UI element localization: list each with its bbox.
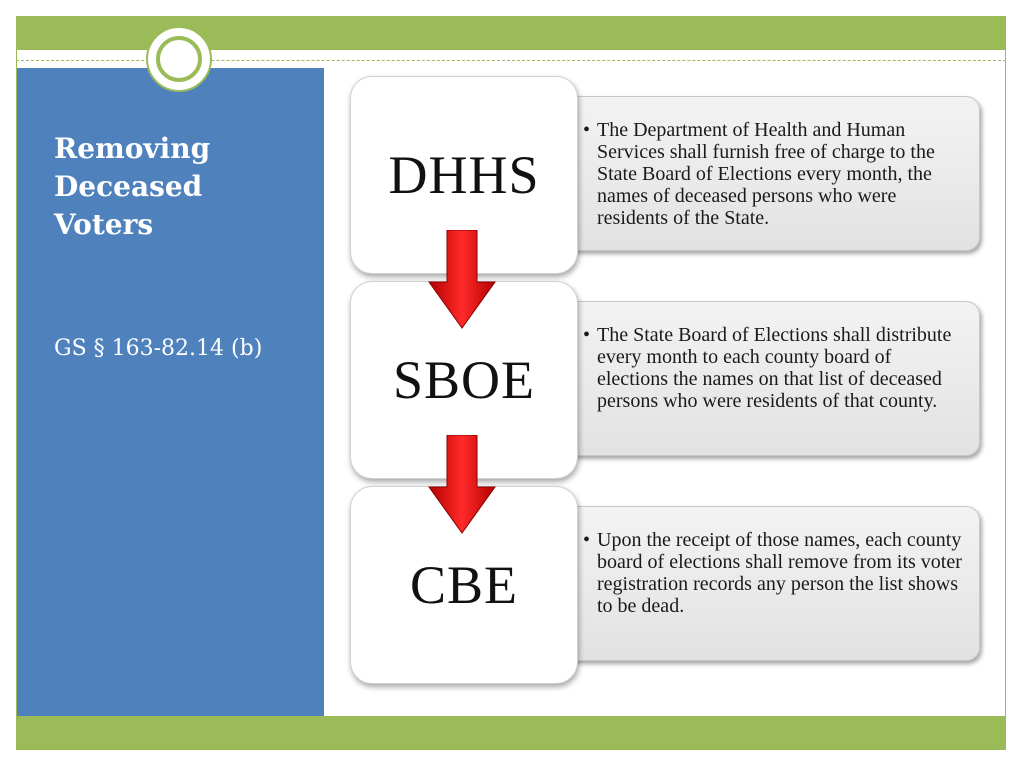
bullet-icon: • (583, 119, 591, 141)
down-arrow-icon (427, 435, 497, 535)
description-text-dhhs: The Department of Health and Human Services shall furnish free of charge to the State Board of Elections every month, the names of deceased persons who were residents of the State. (597, 119, 935, 229)
slide-title: Removing Deceased Voters (54, 132, 211, 241)
step-label-dhhs: DHHS (388, 145, 540, 205)
description-text-cbe: Upon the receipt of those names, each county board of elections shall remove from its voter registration records any person the list shows to be dead. (597, 529, 962, 617)
description-box-cbe (560, 506, 980, 661)
bullet-icon: • (583, 529, 591, 551)
description-text-sboe: The State Board of Elections shall distribute every month to each county board of elections the names on that list of deceased persons who were residents of that county. (597, 324, 952, 412)
description-box-dhhs (560, 96, 980, 251)
description-box-sboe (560, 301, 980, 456)
down-arrow-icon (427, 230, 497, 330)
step-label-cbe: CBE (409, 555, 519, 615)
circle-ornament-icon (146, 26, 212, 92)
circle-ornament-inner (156, 36, 202, 82)
bullet-icon: • (583, 324, 591, 346)
statute-reference: GS § 163-82.14 (b) (54, 336, 263, 361)
step-label-sboe: SBOE (392, 350, 536, 410)
